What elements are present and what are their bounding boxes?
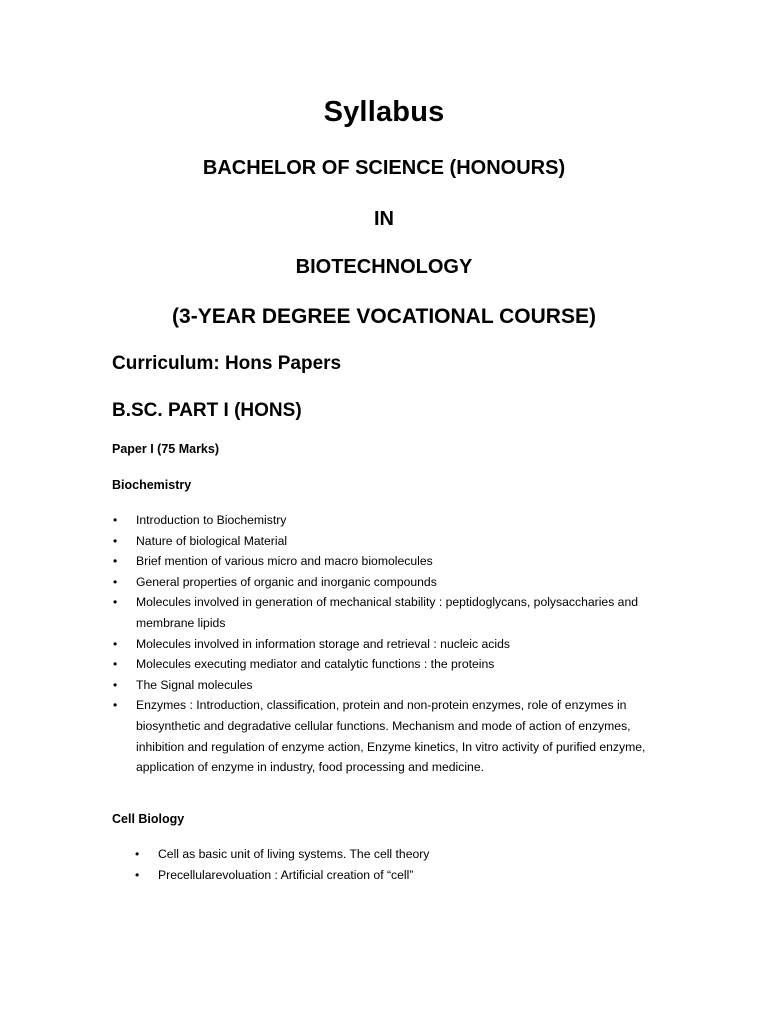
biochemistry-list: [113, 510, 673, 778]
bullet-icon: •: [113, 574, 118, 589]
list-item-text: The Signal molecules: [136, 677, 253, 692]
list-item: [113, 551, 673, 572]
list-item: [113, 634, 673, 655]
curriculum-heading: Curriculum: Hons Papers: [112, 353, 342, 374]
list-item: [135, 865, 655, 886]
bullet-icon: •: [135, 847, 140, 861]
list-item: [113, 592, 673, 633]
list-item: [113, 695, 673, 777]
list-item-text: Enzymes : Introduction, classification, protein and non-protein enzymes, role of enzymes in biosynthetic and degradative cellular functions. Mechanism and mode of action of enzymes, inhibition and regulation of enzyme action, Enzyme kinetics, In vitro activity of purified enzyme, application of enzyme in industry, food processing and medicine.: [136, 698, 646, 775]
cell-biology-heading: Cell Biology: [112, 812, 185, 826]
cell-biology-list: [135, 844, 655, 885]
bullet-icon: •: [135, 867, 140, 882]
bullet-icon: •: [113, 554, 118, 569]
list-item-text: General properties of organic and inorganic compounds: [136, 574, 437, 589]
bullet-icon: •: [113, 698, 118, 713]
list-item: [113, 572, 673, 593]
list-item: [113, 531, 673, 552]
page-title: Syllabus: [323, 96, 445, 128]
list-item-text: Introduction to Biochemistry: [136, 513, 287, 527]
list-item-text: Brief mention of various micro and macro biomolecules: [136, 554, 433, 569]
list-item: [113, 654, 673, 675]
paper-heading: Paper I (75 Marks): [112, 442, 219, 456]
bullet-icon: •: [113, 657, 118, 672]
list-item-text: Molecules involved in generation of mechanical stability : peptidoglycans, polysaccharies and membrane lipids: [136, 595, 639, 630]
list-item: [113, 675, 673, 696]
bullet-icon: •: [113, 595, 118, 610]
degree-heading: BACHELOR OF SCIENCE (HONOURS): [202, 157, 566, 179]
list-item-text: Molecules executing mediator and catalytic functions : the proteins: [136, 657, 495, 672]
course-heading: (3-YEAR DEGREE VOCATIONAL COURSE): [172, 305, 596, 328]
list-item-text: Precellularevoluation : Artificial creation of “cell”: [158, 867, 414, 882]
list-item: [113, 510, 673, 531]
bullet-icon: •: [113, 533, 118, 548]
biochemistry-heading: Biochemistry: [112, 478, 192, 492]
in-heading: IN: [374, 208, 394, 230]
bullet-icon: •: [113, 513, 118, 527]
list-item-text: Cell as basic unit of living systems. The cell theory: [158, 847, 430, 861]
list-item: [135, 844, 655, 865]
list-item-text: Nature of biological Material: [136, 533, 288, 548]
subject-heading: BIOTECHNOLOGY: [295, 256, 473, 278]
bullet-icon: •: [113, 677, 118, 692]
list-item-text: Molecules involved in information storage and retrieval : nucleic acids: [136, 636, 510, 651]
part-heading: B.SC. PART I (HONS): [112, 400, 302, 421]
bullet-icon: •: [113, 636, 118, 651]
